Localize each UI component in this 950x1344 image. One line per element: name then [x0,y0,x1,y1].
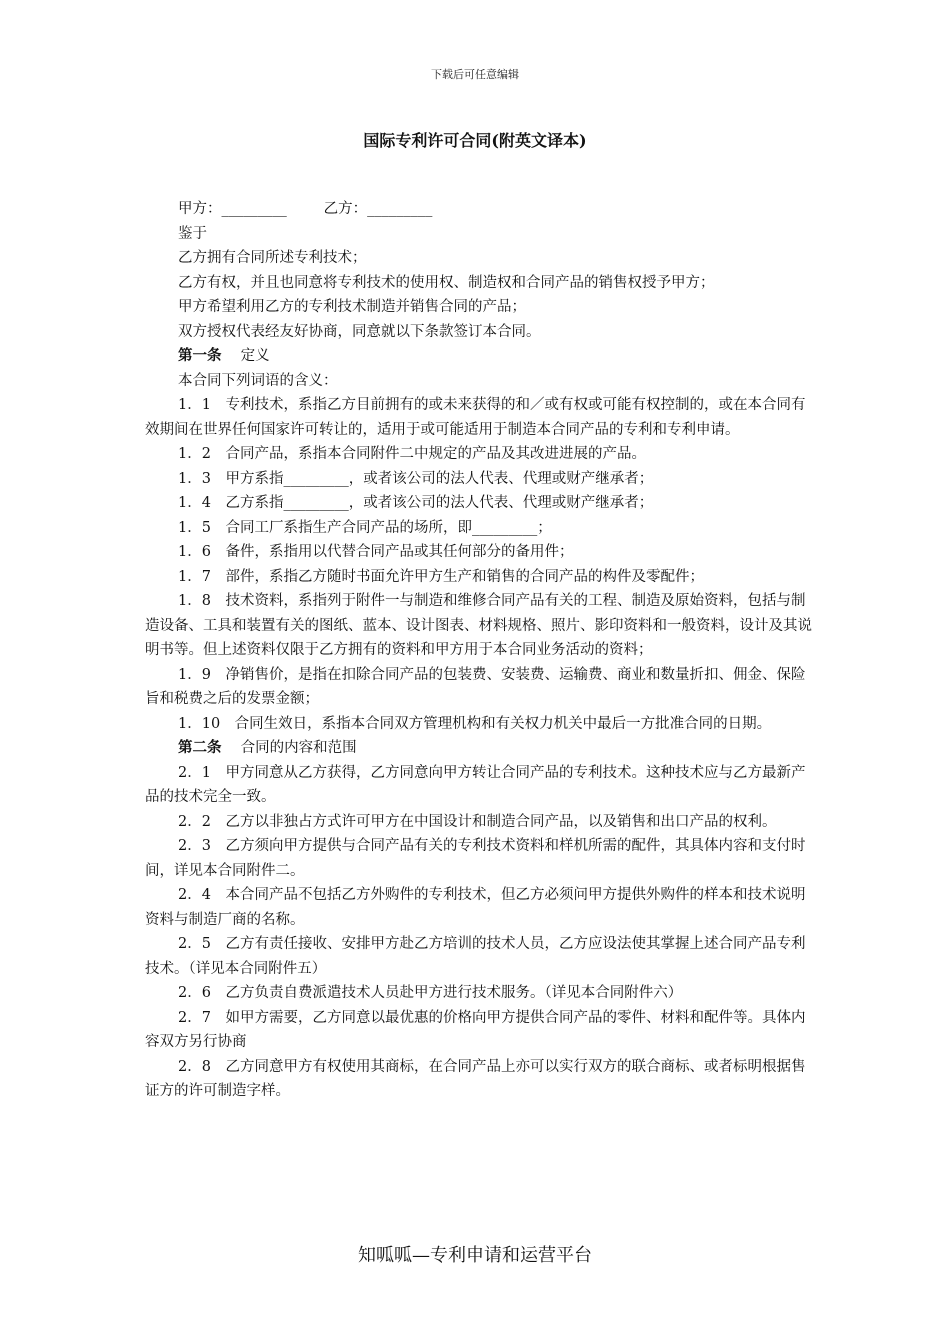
clause: 1．4 乙方系指_________，或者该公司的法人代表、代理或财产继承者； [178,495,654,511]
clause: 2．4 本合同产品不包括乙方外购件的专利技术，但乙方必须问甲方提供外购件的样本和技术说明资料与制造厂商的名称。 [145,887,806,928]
clause: 1．6 备件，系指用以代替合同产品或其任何部分的备用件； [178,544,574,560]
preamble-line: 双方授权代表经友好协商，同意就以下条款签订本合同。 [178,323,541,340]
document-body [145,197,813,1104]
preamble-line: 甲方希望利用乙方的专利技术制造并销售合同的产品； [178,299,526,315]
clause: 1．10 合同生效日，系指本合同双方管理机构和有关权力机关中最后一方批准合同的日期。 [178,715,772,732]
document-title: 国际专利许可合同(附英文译本) [363,131,587,150]
clause: 1．2 合同产品，系指本合同附件二中规定的产品及其改进进展的产品。 [178,446,646,462]
clause: 2．6 乙方负责自费派遣技术人员赴甲方进行技术服务。（详见本合同附件六） [178,985,683,1001]
clause: 1．9 净销售价，是指在扣除合同产品的包装费、安装费、运输费、商业和数量折扣、佣金、保险旨和税费之后的发票金额； [145,666,806,707]
preamble-line: 鉴于 [178,225,207,242]
clause: 2．7 如甲方需要，乙方同意以最优惠的价格向甲方提供合同产品的零件、材料和配件等。具体内容双方另行协商 [145,1009,806,1050]
article-1-heading [145,344,813,369]
preamble-line: 乙方拥有合同所述专利技术； [178,250,367,266]
clause: 2．2 乙方以非独占方式许可甲方在中国设计和制造合同产品，以及销售和出口产品的权利。 [178,813,777,830]
preamble-line: 乙方有权，并且也同意将专利技术的使用权、制造权和合同产品的销售权授予甲方； [178,274,715,291]
parties-line [145,197,813,222]
party-b-field: 乙方：_________ [323,201,433,217]
article-title: 定义 [240,348,270,364]
article-title: 合同的内容和范围 [240,740,357,756]
clause: 2．5 乙方有责任接收、安排甲方赴乙方培训的技术人员，乙方应设法使其掌握上述合同产品专利技术。（详见本合同附件五） [145,936,806,977]
article-number: 第一条 [178,347,222,364]
clause: 1．1 专利技术，系指乙方目前拥有的或未来获得的和／或有权或可能有权控制的，或在本合同有效期间在世界任何国家许可转让的，适用于或可能适用于制造本合同产品的专利和专利申请。 [145,397,806,438]
clause: 1．5 合同工厂系指生产合同产品的场所，即_________； [178,519,552,536]
clause: 2．3 乙方须向甲方提供与合同产品有关的专利技术资料和样机所需的配件，其具体内容和支付时间，详见本合同附件二。 [145,838,806,879]
header-note: 下载后可任意编辑 [431,68,519,81]
clause: 1．8 技术资料，系指列于附件一与制造和维修合同产品有关的工程、制造及原始资料，包括与制造设备、工具和装置有关的图纸、蓝本、设计图表、材料规格、照片、影印资料和一般资料，设计及其说明书等。但上述资料仅限于乙方拥有的资料和甲方用于本合同业务活动的资料； [145,593,812,658]
clause: 2．1 甲方同意从乙方获得，乙方同意向甲方转让合同产品的专利技术。这种技术应与乙方最新产品的技术完全一致。 [145,764,806,805]
article-2-heading [145,736,813,761]
clause: 2．8 乙方同意甲方有权使用其商标，在合同产品上亦可以实行双方的联合商标、或者标明根据售证方的许可制造字样。 [145,1058,806,1099]
page-footer: 知呱呱—专利申请和运营平台 [358,1245,592,1266]
article-number: 第二条 [178,739,222,756]
clause: 1．7 部件，系指乙方随时书面允许甲方生产和销售的合同产品的构件及零配件； [178,568,704,585]
clause: 1．3 甲方系指_________，或者该公司的法人代表、代理或财产继承者； [178,470,654,487]
party-a-field: 甲方：_________ [178,201,287,217]
article-1-intro: 本合同下列词语的含义： [178,372,338,389]
